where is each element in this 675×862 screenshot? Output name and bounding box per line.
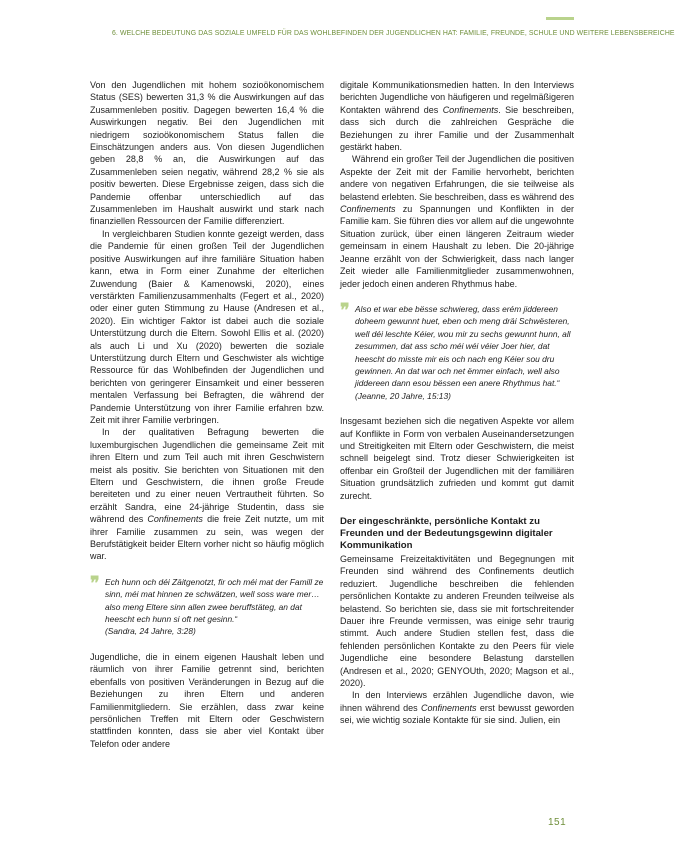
paragraph: In der qualitativen Befragung bewerten die luxemburgischen Jugendlichen die gemeinsame Zeit mit ihren Eltern und zum Teil auch mit ihren Geschwistern meist als positiv. Sie berichten von Situationen mit den Eltern und Geschwistern, die ihnen große Freude bereiteten und zu einer neuen Vertrautheit führten. So erzählt Sandra, eine 24-jährige Studentin, dass sie während des Confinements die freie Zeit nutzte, um mit ihrer Familie zusammen zu sein, was wegen der Berufstätigkeit beider Eltern vorher nicht so häufig möglich war. — [90, 427, 324, 562]
paragraph: Von den Jugendlichen mit hohem sozioökonomischem Status (SES) bewerten 31,3 % die Auswirkungen auf das Zusammenleben positiv. Dagegen bewerten 16,4 % die Auswirkungen negativ. Bei den Jugendlichen mit niedrigem sozioökonomischem Status fallen die Einschätzungen anders aus. Von diesen Jugendlichen geben 28,8 % an, die Auswirkungen auf das Zusammenleben seien negativ, während 28,2 % sie als positiv bewerten. Diese Ergebnisse zeigen, dass sich die Pandemie offenbar unterschiedlich auf das Zusammenleben im Haushalt auswirkt und stark nach finanziellen Ressourcen der Familie differenziert. — [90, 80, 324, 227]
quote-source: (Sandra, 24 Jahre, 3:28) — [105, 626, 196, 637]
running-header: 6. WELCHE BEDEUTUNG DAS SOZIALE UMFELD FÜR DAS WOHLBEFINDEN DER JUGENDLICHEN HAT: FAMILIE, FREUNDE, SCHULE UND WEITERE LEBENSBEREICHE — [112, 30, 675, 37]
paragraph: Während ein großer Teil der Jugendlichen die positiven Aspekte der Zeit mit der Familie hervorhebt, berichten andere von negativen Erfahrungen, die sie teilweise als belastend erlebten. Sie beschreiben, dass es während des Confinements zu Spannungen und Konflikten in der Familie kam. Sie führen dies vor allem auf die ungewohnte Situation zurück, über einen längeren Zeitraum wieder gemeinsam in einem Haushalt zu leben. Die 20-jährige Jeanne erzählt von der Schwierigkeit, dass nach langer Zeit wieder alle Familienmitglieder zusammenwohnen, jeder jedoch einen anderen Rhythmus habe. — [340, 154, 574, 289]
quote-text: Ech hunn och déi Zäitgenotzt, fir och méi mat der Famill ze sinn, méi mat hinnen ze schwätzen, well soss ware mer… also meng Eltere sinn allen zwee beruffstäteg, an dat heescht ech hunn si oft net gesinn.“ — [105, 576, 324, 625]
left-column — [90, 79, 324, 750]
quote-mark-icon: ❞ — [340, 299, 350, 321]
interview-quote — [340, 299, 574, 402]
quote-source: (Jeanne, 20 Jahre, 15:13) — [355, 390, 451, 401]
paragraph: In den Interviews erzählen Jugendliche davon, wie ihnen während des Confinements erst bewusst geworden sei, wie wichtig soziale Kontakte für sie sind. Julien, ein — [340, 690, 574, 726]
header-accent-bar — [546, 17, 574, 20]
paragraph: In vergleichbaren Studien konnte gezeigt werden, dass die Pandemie für einen großen Teil der Jugendlichen positive Auswirkungen auf ihre familiäre Situation haben kann, etwa in Form einer Zunahme der elterlichen Zuwendung (Baier & Kamenowski, 2020), eines verstärkten Familienzusammenhalts (Fegert et al., 2020) oder einer guten Stimmung zu Hause (Andresen et al., 2020). Ein wichtiger Faktor ist dabei auch die soziale Unterstützung durch die Eltern. Sowohl Ellis et al. (2020) als auch Li und Xu (2020) bewerten die soziale Unterstützung durch Eltern und Geschwister als wichtige Ressource für das Wohlbefinden der Jugendlichen und berichten von geringerer Einsamkeit und einer besseren mentalen Verfassung bei Befragten, die während der Pandemie Unterstützung von ihrer Familie erfahren bzw. Zeit mit ihrer Familie verbringen. — [90, 228, 324, 425]
section-heading: Der eingeschränkte, persönliche Kontakt zu Freunden und der Bedeutungsgewinn digitaler Kommunikation — [340, 516, 553, 551]
quote-text: Also et war ebe bësse schwiereg, dass erém jiddereen doheem gewunnt huet, eben och meng dräi Schwësteren, well déi leschte Kéier, wou mir zu sechs gewunnt hunn, all zesummen, dat ass scho méi wéi véier Joer hier, dat heescht do misste mir eis och nach eng Kéier sou dru gewinnen. An dat war och net ëmmer einfach, well also jiddereen dann esou bëssen een anere Rhythmus hat.“ — [355, 303, 571, 389]
quote-mark-icon: ❞ — [90, 572, 100, 594]
paragraph: Jugendliche, die in einem eigenen Haushalt leben und räumlich von ihrer Familie getrennt sind, berichten ebenfalls von positiven Veränderungen in Bezug auf die Beziehungen zu ihren Eltern und anderen Familienmitgliedern. Sie erzählen, dass zwar keine persönlichen Treffen mit Eltern oder Geschwistern stattfinden konnten, dass sie aber viel Kontakt über Telefon oder andere — [90, 651, 324, 749]
paragraph: Gemeinsame Freizeitaktivitäten und Begegnungen mit Freunden sind während des Confinements deutlich reduziert. Jugendliche beschreiben die fehlenden persönlichen Kontakte zu anderen Freunden teilweise als belastend. So berichten sie, dass sie mit fortschreitender Dauer ihre Freunde vermissen, was einige sehr traurig stimmt. Auch andere Studien stellen fest, dass die fehlenden persönlichen Kontakte zu den Peers für viele Jugendliche eine besondere Belastung darstellen (Andresen et al., 2020; GENYOUth, 2020; Magson et al., 2020). — [340, 554, 574, 689]
interview-quote — [90, 572, 324, 638]
paragraph: digitale Kommunikationsmedien hatten. In den Interviews berichten Jugendliche von häufigeren und regelmäßigeren Kontakten während des Confinements. Sie beschreiben, dass sich durch die zahlreichen Gespräche die Beziehungen zu ihrer Familie und der Zusammenhalt gestärkt haben. — [340, 80, 575, 153]
right-column — [340, 79, 574, 727]
page-number: 151 — [548, 817, 567, 828]
paragraph: Insgesamt beziehen sich die negativen Aspekte vor allem auf Konflikte in Form von verbalen Auseinandersetzungen und Streitigkeiten mit Eltern oder Geschwistern, die meist schnell beigelegt sind. Trotz dieser Schwierigkeiten ist offenbar ein Großteil der Jugendlichen mit der familiären Situation grundsätzlich zufrieden und kommt gut damit zurecht. — [340, 416, 574, 501]
